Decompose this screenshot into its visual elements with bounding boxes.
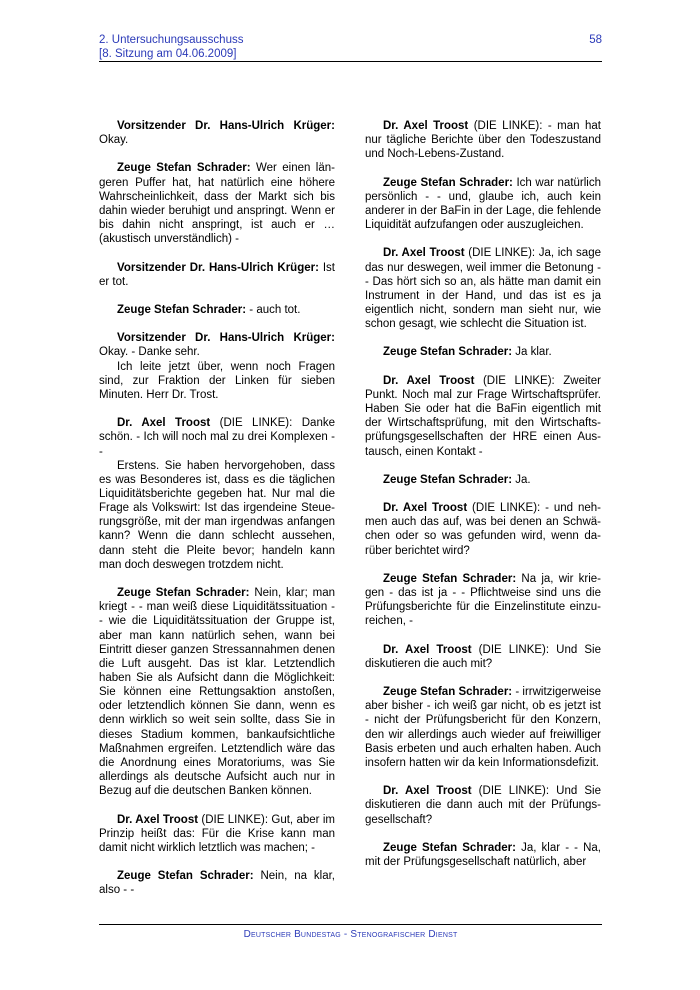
speaker-name: Zeuge Stefan Schrader:: [383, 841, 516, 854]
page-header: [99, 33, 602, 62]
paragraph: [365, 501, 601, 558]
paragraph: [365, 374, 601, 459]
paragraph: [365, 784, 601, 826]
speech-text: (DIE LINKE): Gut, aber im Prinzip heißt das: Für die Krise kann man damit nicht wirklich letztlich was machen; -: [99, 813, 335, 854]
speech-text: Ja.: [512, 473, 531, 486]
speaker-name: Zeuge Stefan Schrader:: [383, 176, 513, 189]
speaker-name: Dr. Axel Troost: [383, 374, 475, 387]
speech-text: (DIE LINKE): - und nehmen auch das auf, was bei denen an Schwächen oder so was gefunden wird, wenn darüber berichtet wird?: [365, 502, 601, 557]
paragraph: [365, 345, 601, 359]
paragraph: [99, 586, 335, 798]
speaker-name: Vorsitzender Dr. Hans-Ulrich Krüger:: [117, 332, 335, 345]
paragraph: [99, 813, 335, 855]
speech-text: Nein, na klar, also - -: [99, 870, 335, 897]
speaker-name: Zeuge Stefan Schrader:: [383, 686, 513, 699]
speech-text: Wer einen längeren Puffer hat, hat natürlich eine höhere Wahrscheinlichkeit, dass der Markt sich bis dahin wieder beruhigt und anspringt. Wenn er bis dahin nicht anspringt, ist auch er … (akustisch unverständlich) -: [99, 162, 335, 246]
speaker-name: Dr. Axel Troost: [383, 643, 472, 656]
paragraph: [99, 459, 335, 572]
paragraph: [99, 261, 335, 289]
speech-text: Nein, klar; man kriegt - - man weiß diese Liquiditätssituation - - wie die Liquiditätssituation der Gruppe ist, aber man kann natürlich sehen, wann bei Eintritt dieser ganzen Stressannahmen denen die Luft ausgeht. Das ist klar. Letztendlich haben Sie als Aufsicht dann die Möglichkeit: Sie können eine Rettungsaktion anstoßen, oder letztendlich können Sie dann, wenn es denn wirklich so weit sein sollte, dass Sie in dieses Stadium kommen, bankaufsichtliche Maßnahmen ergreifen. Letztendlich wäre das die Anordnung eines Moratoriums, was Sie allerdings als deutsche Aufsicht auch nur in Bezug auf die deutschen Banken können.: [99, 587, 336, 798]
speaker-name: Vorsitzender Dr. Hans-Ulrich Krüger:: [117, 120, 335, 132]
speaker-name: Vorsitzender Dr. Hans-Ulrich Krüger:: [117, 261, 319, 274]
left-column: [99, 119, 335, 912]
speech-text: Okay.: [99, 134, 129, 147]
speaker-name: Zeuge Stefan Schrader:: [383, 572, 517, 585]
paragraph: [99, 416, 335, 458]
speaker-name: Zeuge Stefan Schrader:: [383, 346, 513, 359]
paragraph: [99, 119, 335, 147]
speech-text: - auch tot.: [246, 303, 301, 316]
paragraph: [99, 303, 335, 317]
speech-text: - irrwitzigerweise aber bisher - ich weiß gar nicht, ob es jetzt ist - nicht der Prüfungsbericht für den Konzern, den wir allerdings auch wieder auf freiwilliger Basis erbeten und auch erhalten haben. Auch insofern hatten wir da kein Informationsdefizit.: [365, 686, 601, 769]
speaker-name: Zeuge Stefan Schrader:: [117, 303, 247, 316]
speaker-name: Zeuge Stefan Schrader:: [117, 162, 251, 175]
speaker-name: Dr. Axel Troost: [383, 502, 468, 515]
speech-text: (DIE LINKE): - man hat nur tägliche Berichte über den Todeszustand und Noch-Lebens-Zustand.: [365, 120, 601, 161]
speech-text: Ja klar.: [512, 346, 552, 359]
paragraph: [365, 246, 601, 331]
paragraph: [365, 643, 601, 671]
speech-text: Ja, klar - - Na, mit der Prüfungsgesellschaft natürlich, aber: [365, 841, 601, 868]
speaker-name: Dr. Axel Troost: [383, 247, 465, 260]
speech-text: Ist er tot.: [99, 261, 335, 288]
paragraph: [365, 119, 601, 161]
speech-text: (DIE LINKE): Danke schön. - Ich will noch mal zu drei Komplexen - -: [99, 417, 335, 458]
speaker-name: Zeuge Stefan Schrader:: [117, 587, 250, 600]
speech-text: (DIE LINKE): Und Sie diskutieren die auch mit?: [365, 643, 601, 670]
paragraph: [365, 572, 601, 629]
paragraph: [365, 685, 601, 770]
speech-text: (DIE LINKE): Zweiter Punkt. Noch mal zur Frage Wirtschaftsprüfer. Haben Sie oder hat die BaFin eigentlich mit der Wirtschaftsprüfung, mit den Wirtschaftsprüfungsgesellschaften der HRE einen Austausch, einen Kontakt -: [365, 374, 601, 458]
paragraph: [99, 360, 335, 402]
speech-text: (DIE LINKE): Und Sie diskutieren die dann auch mit der Prüfungsgesellschaft?: [365, 785, 601, 826]
speaker-name: Dr. Axel Troost: [117, 813, 199, 826]
paragraph: [99, 161, 335, 246]
speech-text: Na ja, wir kriegen - das ist ja - - Pflichtweise sind uns die Prüfungsberichte für die Einzelinstitute einzureichen, -: [365, 572, 601, 628]
speaker-name: Dr. Axel Troost: [383, 120, 469, 132]
right-column: [365, 119, 601, 883]
speech-text: Okay. - Danke sehr.: [99, 346, 200, 359]
speech-text: Ich war natürlich persönlich - - und, glaube ich, auch kein anderer in der BaFin in der Lage, die fehlende Liquidität aufzufangen oder auszugleichen.: [365, 176, 601, 232]
speech-text: Erstens. Sie haben hervorgehoben, dass es was Besonderes ist, dass es die täglichen Liquiditätsberichte gegeben hat. Nur mal die Frage als Volkswirt: Ist das irgendeine Steuerungsgröße, mit der man irgendwas anfangen kann? Wenn die dann schlecht aussehen, dann steht die Pleite bevor; handeln kann man doch deswegen trotzdem nicht.: [99, 459, 335, 571]
session-info: [8. Sitzung am 04.06.2009]: [99, 48, 237, 60]
paragraph: [365, 841, 601, 869]
page-footer: Deutscher Bundestag - Stenografischer Dienst: [99, 924, 602, 941]
speaker-name: Dr. Axel Troost: [117, 417, 211, 430]
speaker-name: Dr. Axel Troost: [383, 785, 472, 798]
speech-text: (DIE LINKE): Ja, ich sage das nur deswegen, weil immer die Betonung - - Das hört sich so an, als hätte man damit ein Instrument in der Hand, und das ist es ja eigentlich nicht, sondern man sieht nur, wie schon gesagt, wie schlecht die Situation ist.: [365, 247, 601, 331]
paragraph: [99, 869, 335, 897]
paragraph: [365, 176, 601, 233]
paragraph: [365, 473, 601, 487]
page-number: 58: [589, 34, 602, 46]
speech-text: Ich leite jetzt über, wenn noch Fragen sind, zur Fraktion der Linken für sieben Minuten. Herr Dr. Trost.: [99, 360, 335, 401]
speaker-name: Zeuge Stefan Schrader:: [117, 870, 254, 883]
committee-title: 2. Untersuchungsausschuss: [99, 34, 244, 46]
paragraph: [99, 331, 335, 359]
speaker-name: Zeuge Stefan Schrader:: [383, 473, 513, 486]
